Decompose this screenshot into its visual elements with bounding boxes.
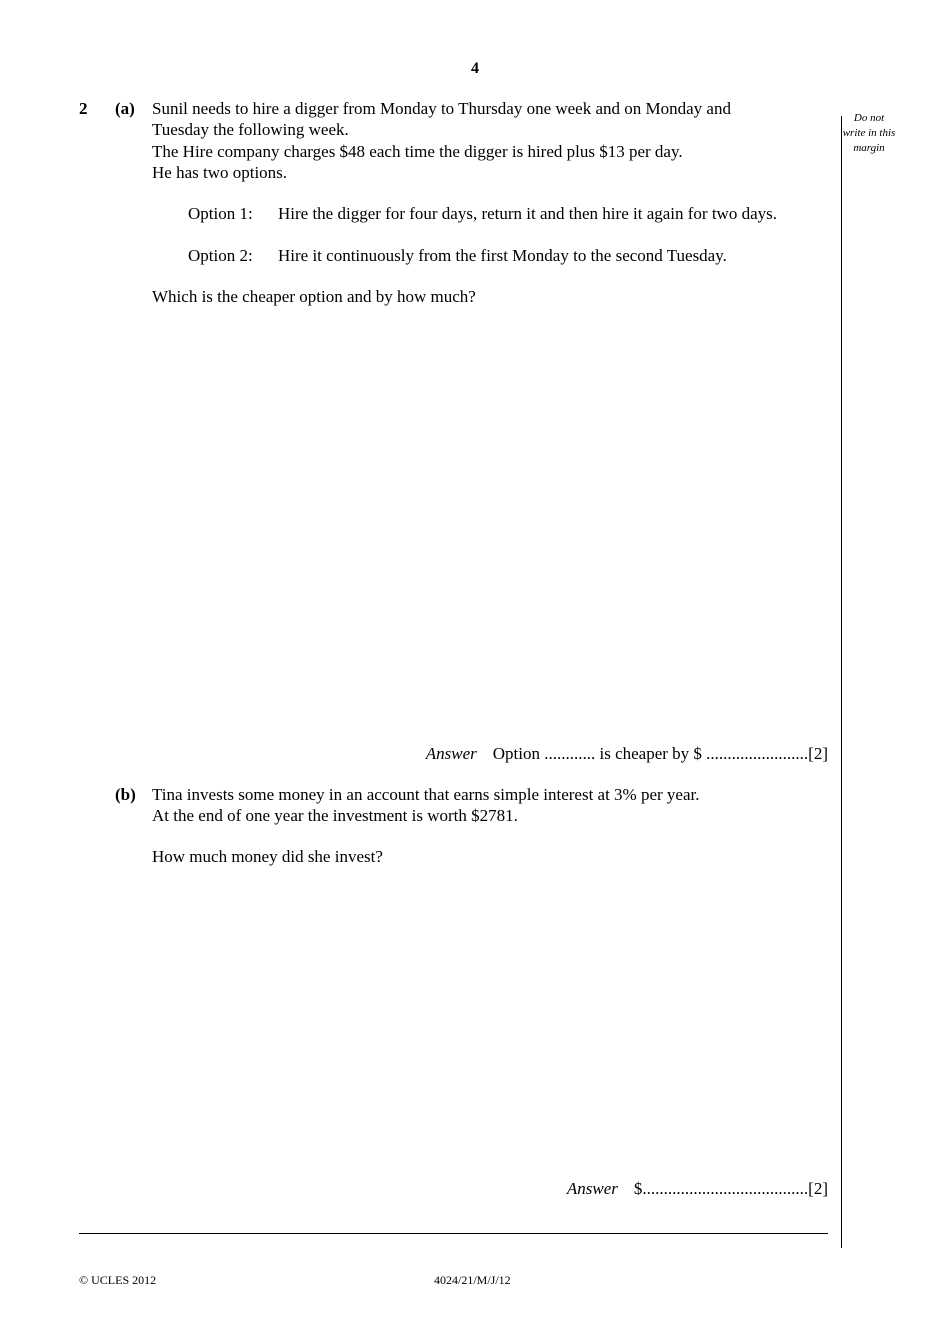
- part-b-text-line: At the end of one year the investment is worth $2781.: [152, 806, 518, 825]
- option-1-label: Option 1:: [188, 204, 253, 223]
- answer-label: Answer: [566, 1179, 618, 1198]
- page-number: 4: [471, 60, 479, 77]
- margin-note-line: Do not: [853, 112, 885, 124]
- part-b-text-line: Tina invests some money in an account that earns simple interest at 3% per year.: [152, 785, 700, 804]
- part-b-answer-line: [567, 1179, 828, 1199]
- part-a-text-line: Tuesday the following week.: [152, 120, 349, 139]
- margin-note-line: margin: [853, 142, 885, 154]
- part-b-label: (b): [115, 785, 136, 804]
- part-a-answer-field[interactable]: Option ............ is cheaper by $ ........................: [492, 744, 809, 763]
- part-b-answer-field[interactable]: $.......................................: [633, 1179, 809, 1198]
- footer-copyright: © UCLES 2012: [79, 1273, 157, 1287]
- footer-divider: [79, 1233, 828, 1234]
- option-2-label: Option 2:: [188, 246, 253, 265]
- margin-divider: [841, 116, 842, 1248]
- margin-note-line: write in this: [842, 127, 896, 139]
- part-a-label: (a): [115, 99, 135, 118]
- part-b-marks: [2]: [808, 1179, 828, 1198]
- option-1-text: Hire the digger for four days, return it and then hire it again for two days.: [278, 204, 777, 223]
- footer-paper-code: 4024/21/M/J/12: [434, 1273, 511, 1287]
- answer-label: Answer: [425, 744, 477, 763]
- part-a-text-line: He has two options.: [152, 163, 288, 182]
- part-a-prompt: Which is the cheaper option and by how much?: [152, 287, 476, 306]
- part-b-prompt: How much money did she invest?: [152, 847, 383, 866]
- part-a-text-line: Sunil needs to hire a digger from Monday to Thursday one week and on Monday and: [152, 99, 731, 118]
- margin-note: [838, 111, 900, 156]
- question-number: 2: [79, 99, 88, 118]
- part-a-text-line: The Hire company charges $48 each time the digger is hired plus $13 per day.: [152, 142, 683, 161]
- part-a-answer-line: [426, 744, 828, 764]
- option-2-text: Hire it continuously from the first Monday to the second Tuesday.: [278, 246, 727, 265]
- part-a-marks: [2]: [808, 744, 828, 763]
